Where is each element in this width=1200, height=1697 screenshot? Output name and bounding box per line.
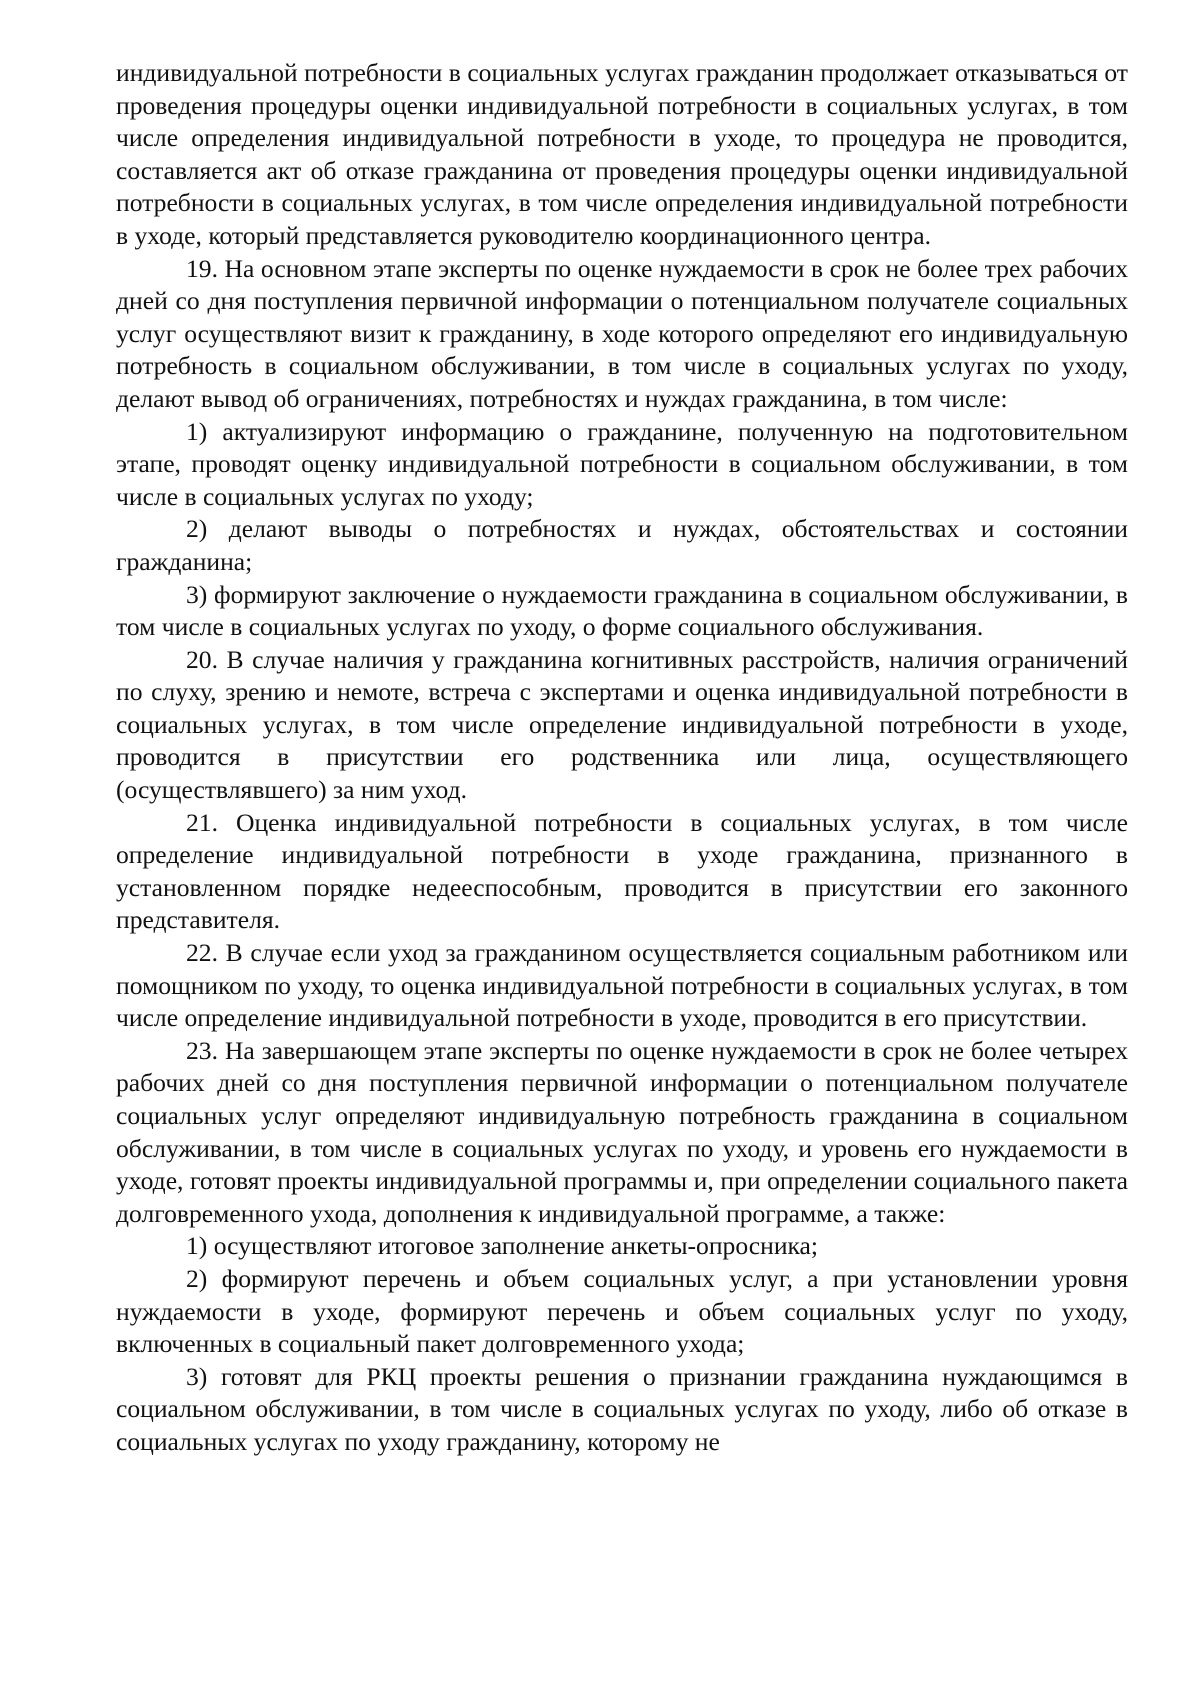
paragraph-continuation: индивидуальной потребности в социальных услугах гражданин продолжает отказываться от проведения процедуры оценки индивидуальной потребности в социальных услугах, в том числе определения индивидуальной потребности в уходе, то процедура не проводится, составляется акт об отказе гражданина от проведения процедуры оценки индивидуальной потребности в социальных услугах, в том числе определения индивидуальной потребности в уходе, который представляется руководителю координационного центра. [116,58,1128,250]
paragraph-item-23-1: 1) осуществляют итоговое заполнение анкеты-опросника; [186,1231,819,1261]
paragraph-item-20: 20. В случае наличия у гражданина когнитивных расстройств, наличия ограничений по слуху, зрению и немоте, встреча с экспертами и оценка индивидуальной потребности в социальных услугах, в том числе определение индивидуальной потребности в уходе, проводится в присутствии его родственника или лица, осуществляющего (осуществлявшего) за ним уход. [116,644,1128,805]
paragraph-item-19-2: 2) делают выводы о потребностях и нуждах, обстоятельствах и состоянии гражданина; [116,514,1128,576]
paragraph-item-23-2: 2) формируют перечень и объем социальных услуг, а при установлении уровня нуждаемости в уходе, формируют перечень и объем социальных услуг по уходу, включенных в социальный пакет долговременного ухода; [116,1263,1128,1359]
paragraph-item-23: 23. На завершающем этапе эксперты по оценке нуждаемости в срок не более четырех рабочих дней со дня поступления первичной информации о потенциальном получателе социальных услуг определяют индивидуальную потребность гражданина в социальном обслуживании, в том числе в социальных услугах по уходу, и уровень его нуждаемости в уходе, готовят проекты индивидуальной программы и, при определении социального пакета долговременного ухода, дополнения к индивидуальной программе, а также: [116,1035,1128,1228]
paragraph-item-22: 22. В случае если уход за гражданином осуществляется социальным работником или помощником по уходу, то оценка индивидуальной потребности в социальных услугах, в том числе определение индивидуальной потребности в уходе, проводится в его присутствии. [116,938,1128,1033]
paragraph-item-19: 19. На основном этапе эксперты по оценке нуждаемости в срок не более трех рабочих дней со дня поступления первичной информации о потенциальном получателе социальных услуг осуществляют визит к гражданину, в ходе которого определяют его индивидуальную потребность в социальном обслуживании, в том числе в социальных услугах по уходу, делают вывод об ограничениях, потребностях и нуждах гражданина, в том числе: [116,253,1128,413]
paragraph-item-21: 21. Оценка индивидуальной потребности в социальных услугах, в том числе определение индивидуальной потребности в уходе гражданина, признанного в установленном порядке недееспособным, проводится в присутствии его законного представителя. [116,807,1128,935]
paragraph-item-19-3: 3) формируют заключение о нуждаемости гражданина в социальном обслуживании, в том числе в социальных услугах по уходу, о форме социального обслуживания. [116,579,1128,642]
paragraph-item-19-1: 1) актуализируют информацию о гражданине, полученную на подготовительном этапе, проводят оценку индивидуальной потребности в социальном обслуживании, в том числе в социальных услугах по уходу; [116,416,1128,511]
paragraph-item-23-3: 3) готовят для РКЦ проекты решения о признании гражданина нуждающимся в социальном обслуживании, в том числе в социальных услугах по уходу, либо об отказе в социальных услугах по уходу гражданину, которому не [116,1361,1128,1456]
